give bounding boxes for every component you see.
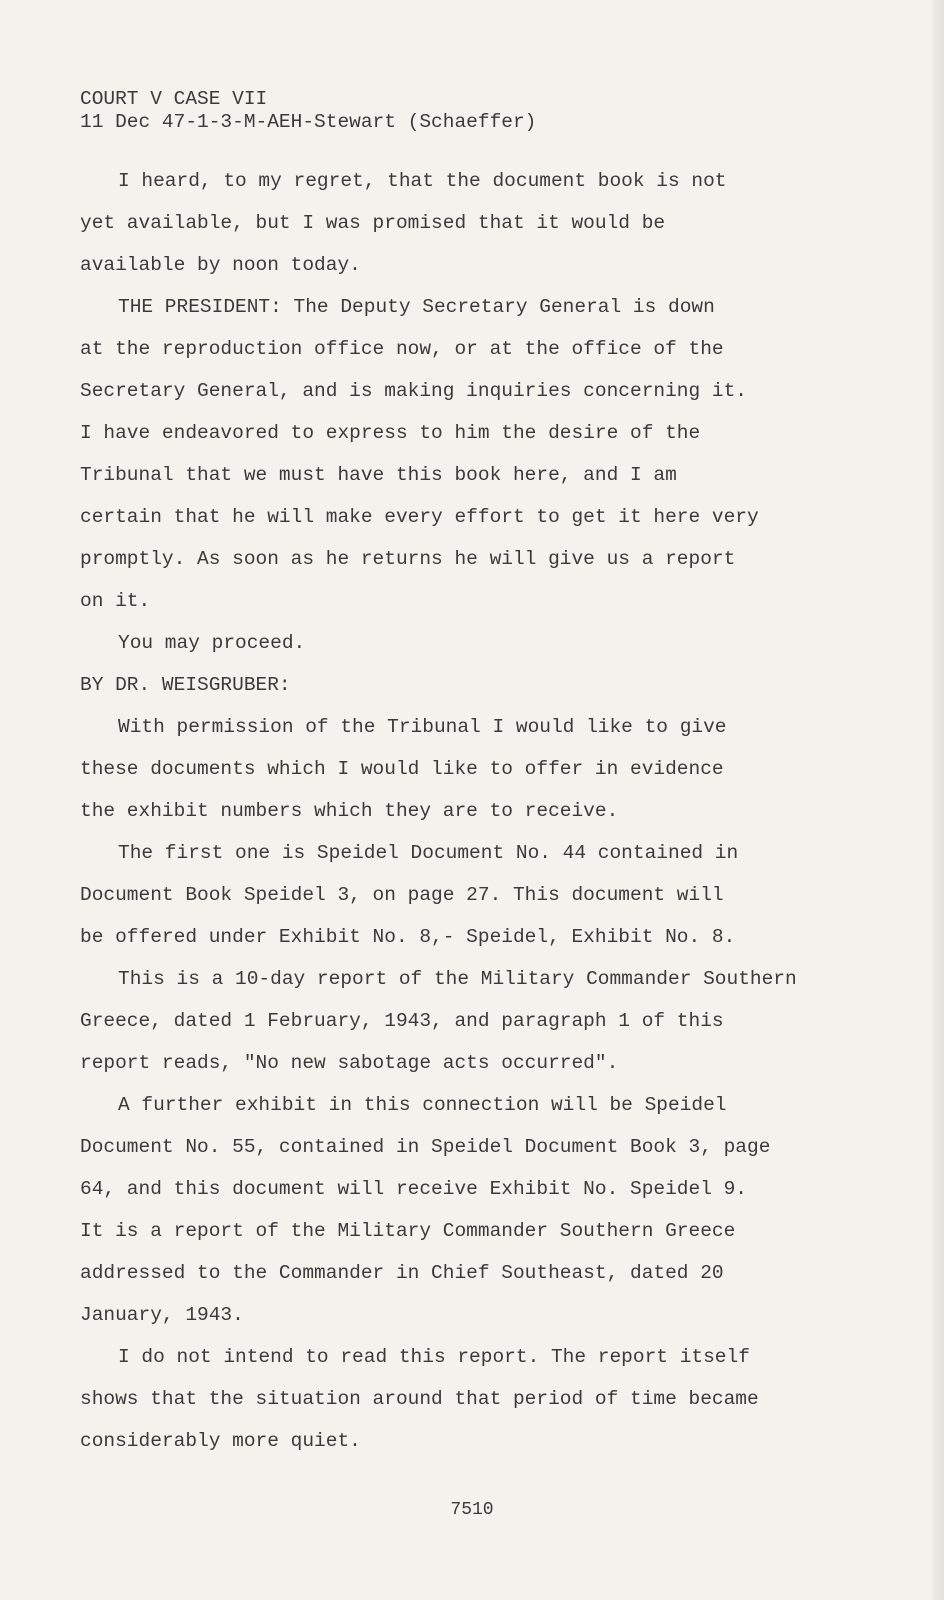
text-line: on it. xyxy=(80,590,151,612)
text-line: at the reproduction office now, or at the office of the xyxy=(80,338,724,360)
text-line: report reads, "No new sabotage acts occurred". xyxy=(80,1052,619,1074)
text-line: A further exhibit in this connection will be Speidel xyxy=(118,1094,727,1116)
text-line: the exhibit numbers which they are to receive. xyxy=(80,800,619,822)
header-court-case: COURT V CASE VII xyxy=(80,88,268,110)
header-date-reporter: 11 Dec 47-1-3-M-AEH-Stewart (Schaeffer) xyxy=(80,111,537,133)
speaker-heading: BY DR. WEISGRUBER: xyxy=(80,674,291,696)
text-line: Tribunal that we must have this book here, and I am xyxy=(80,464,677,486)
text-line: January, 1943. xyxy=(80,1304,244,1326)
text-line: Secretary General, and is making inquiries concerning it. xyxy=(80,380,748,402)
text-line: 64, and this document will receive Exhibit No. Speidel 9. xyxy=(80,1178,748,1200)
text-line: You may proceed. xyxy=(118,632,306,654)
transcript-body xyxy=(80,160,870,1462)
text-line: promptly. As soon as he returns he will give us a report xyxy=(80,548,736,570)
text-line: be offered under Exhibit No. 8,- Speidel, Exhibit No. 8. xyxy=(80,926,736,948)
page-number: 7510 xyxy=(450,1500,494,1520)
text-line: available by noon today. xyxy=(80,254,361,276)
text-line: With permission of the Tribunal I would like to give xyxy=(118,716,727,738)
text-line: The first one is Speidel Document No. 44 contained in xyxy=(118,842,739,864)
text-line: shows that the situation around that period of time became xyxy=(80,1388,759,1410)
text-line: addressed to the Commander in Chief Southeast, dated 20 xyxy=(80,1262,724,1284)
text-line: these documents which I would like to offer in evidence xyxy=(80,758,724,780)
text-line: I do not intend to read this report. The report itself xyxy=(118,1346,750,1368)
text-line: I heard, to my regret, that the document book is not xyxy=(118,170,727,192)
text-line: yet available, but I was promised that it would be xyxy=(80,212,666,234)
text-line: certain that he will make every effort to get it here very xyxy=(80,506,759,528)
text-line: Greece, dated 1 February, 1943, and paragraph 1 of this xyxy=(80,1010,724,1032)
text-line: THE PRESIDENT: The Deputy Secretary General is down xyxy=(118,296,715,318)
text-line: Document Book Speidel 3, on page 27. This document will xyxy=(80,884,724,906)
text-line: Document No. 55, contained in Speidel Document Book 3, page xyxy=(80,1136,771,1158)
document-header xyxy=(80,88,536,134)
text-line: considerably more quiet. xyxy=(80,1430,361,1452)
text-line: I have endeavored to express to him the desire of the xyxy=(80,422,701,444)
text-line: It is a report of the Military Commander Southern Greece xyxy=(80,1220,736,1242)
text-line: This is a 10-day report of the Military Commander Southern xyxy=(118,968,797,990)
